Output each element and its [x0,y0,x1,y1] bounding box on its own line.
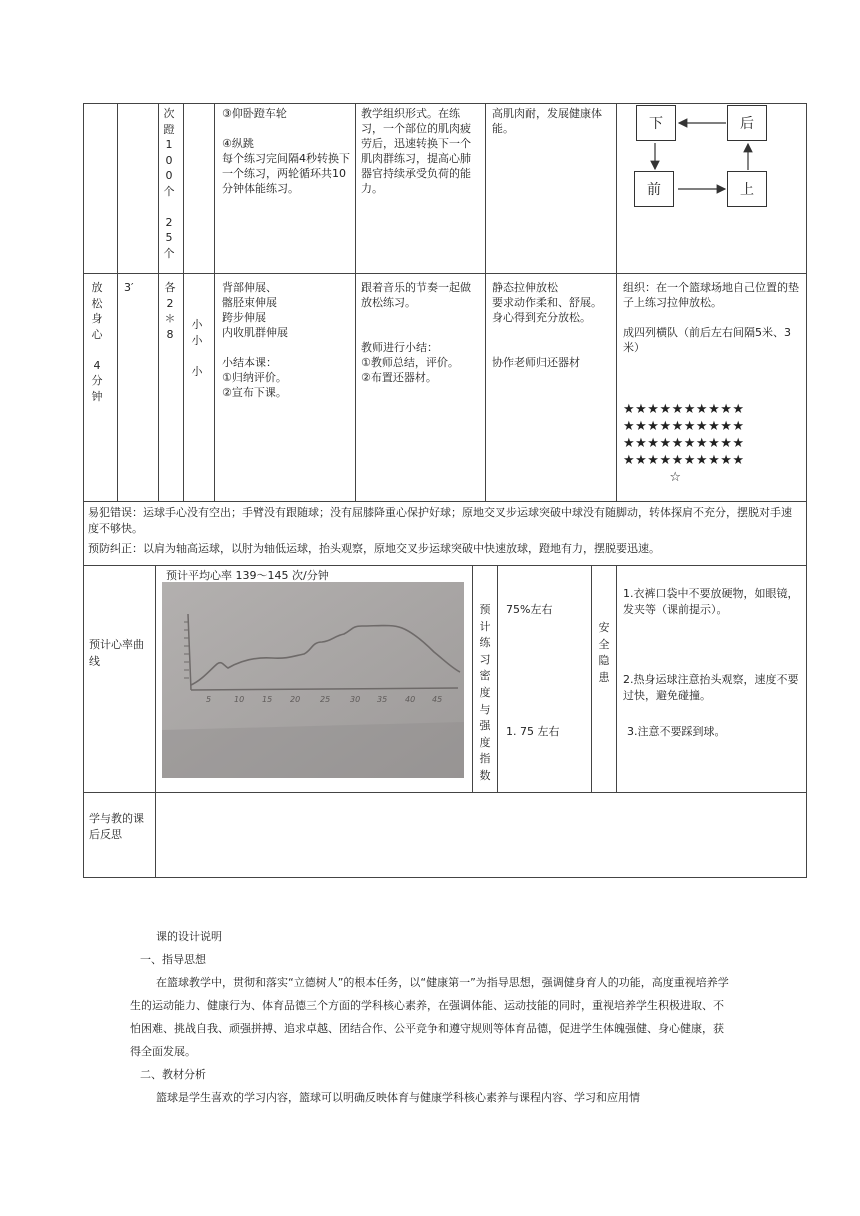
essay-title: 课的设计说明 [156,930,222,943]
heart-rate-curve [162,582,464,778]
row2-content: 背部伸展、 髂胫束伸展 跨步伸展 内收肌群伸展 小结本课： ①归纳评价。 ②宣布下课。 [222,281,288,399]
safety-note-3: 3.注意不要踩到球。 [627,725,726,738]
safety-note-2: 2.热身运球注意抬头观察，速度不要过快，避免碰撞。 [623,673,799,702]
row1-teacher: 教学组织形式。在练习，一个部位的肌肉疲劳后，迅速转换下一个肌肉群练习，提高心肺器官持续承受负荷的能力。 [361,107,471,195]
essay-paragraph-2: 篮球是学生喜欢的学习内容，篮球可以明确反映体育与健康学科核心素养与课程内容、学习和应用情 [156,1091,640,1104]
x-tick-30: 30 [350,695,361,704]
formation-stars: ★★★★★★★★★★ ★★★★★★★★★★ ★★★★★★★★★★ ★★★★★★★★★★ ☆ [623,402,745,485]
safety-note-1: 1.衣裤口袋中不要放硬物，如眼镜，发夹等（课前提示）。 [623,587,799,616]
row2-stage: 放 松 身 心 4 分 钟 [91,281,103,403]
essay-paragraph-1: 在篮球教学中，贯彻和落实“立德树人”的根本任务，以“健康第一”为指导思想，强调健身育人的功能，高度重视培养学生的运动能力、健康行为、体育品德三个方面的学科核心素养，在强调体能、运动技能的同时，重视培养学生积极进取、不怕困难、挑战自我、顽强拼搏、追求卓越、团结合作、公平竞争和遵守规则等体育品德，促进学生体魄强健、身心健康，获得全面发展。 [130,976,729,1058]
diagram-arrows [630,100,780,215]
x-tick-25: 25 [320,695,331,704]
x-tick-45: 45 [432,695,443,704]
row2-intensity: 小 小 小 [191,318,203,378]
design-explanation [130,925,730,1109]
diagram-box-up: 上 [727,171,767,207]
row1-content: ③仰卧蹬车轮 ④纵跳 每个练习完间隔4秒转换下一个练习，两轮循环共10分钟体能练习。 [222,107,350,195]
row2-student: 静态拉伸放松 要求动作柔和、舒展。身心得到充分放松。 协作老师归还器材 [492,281,602,369]
heart-rate-label: 预计心率曲线 [89,638,144,668]
diagram-box-front: 前 [634,171,674,207]
diagram-box-down: 下 [636,105,676,141]
correction: 预防纠正：以肩为轴高运球，以肘为轴低运球，抬头观察，原地交叉步运球突破中快速放球，蹬地有力，摆脱要迅速。 [88,542,660,555]
essay-heading-2: 二、教材分析 [140,1068,206,1081]
essay-heading-1: 一、指导思想 [140,953,206,966]
intensity-value: 1. 75 左右 [506,725,560,738]
x-tick-40: 40 [405,695,416,704]
density-label: 预 计 练 习 密 度 与 强 度 指 数 [479,603,491,782]
row2-teacher: 跟着音乐的节奏一起做放松练习。 教师进行小结： ①教师总结，评价。 ②布置还器材。 [361,281,471,384]
diagram-box-back: 后 [727,105,767,141]
x-tick-10: 10 [234,695,245,704]
reflection-label: 学与教的课后反思 [89,812,144,841]
density-value: 75%左右 [506,603,553,616]
x-tick-20: 20 [290,695,301,704]
safety-label: 安 全 隐 患 [598,621,610,684]
x-tick-5: 5 [206,695,212,704]
common-mistakes: 易犯错误：运球手心没有空出；手臂没有跟随球；没有屈膝降重心保护好球；原地交叉步运球突破中球没有随脚动，转体探肩不充分，摆脱对手速度不够快。 [88,506,792,535]
heart-rate-curve-photo [162,582,464,778]
row2-organization: 组织：在一个篮球场地自己位置的垫子上练习拉伸放松。 成四列横队（前后左右间隔5米、3米） [623,281,799,354]
x-tick-15: 15 [262,695,273,704]
row1-goal: 高肌肉耐，发展健康体能。 [492,107,602,135]
row2-time: 3′ [124,281,134,294]
x-tick-35: 35 [377,695,388,704]
row1-count: 次 蹬 1 0 0 个 2 5 个 [163,107,175,260]
row2-count: 各 2 ＊ 8 [164,281,176,341]
heart-rate-caption: 预计平均心率 139～145 次/分钟 [166,569,329,582]
